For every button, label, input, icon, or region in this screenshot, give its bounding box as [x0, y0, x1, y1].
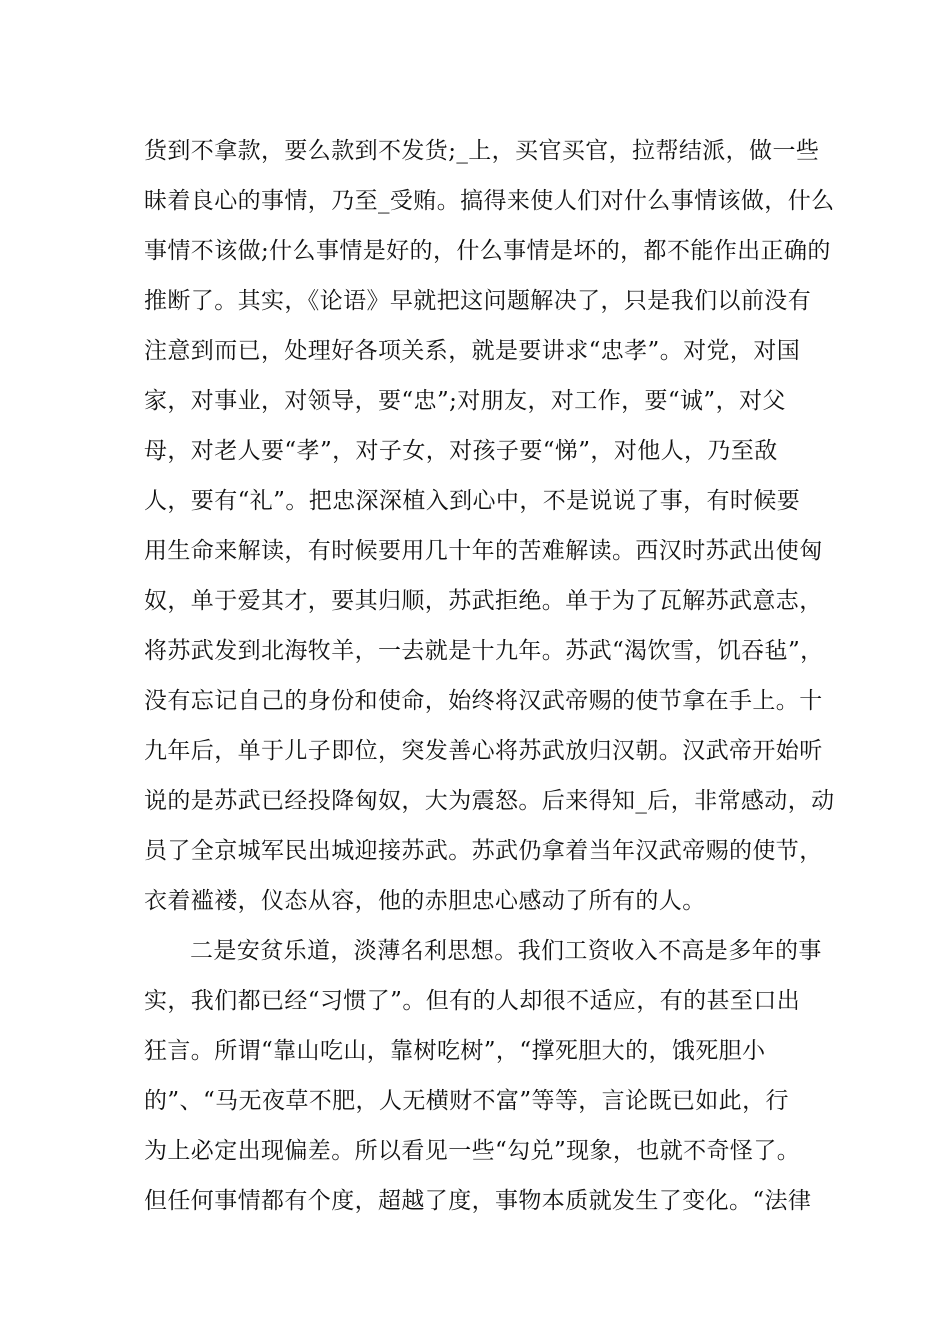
text-line: 奴，单于爱其才，要其归顺，苏武拒绝。单于为了瓦解苏武意志，: [144, 588, 823, 614]
text-line: 说的是苏武已经投降匈奴，大为震怒。后来得知_后，非常感动，动: [144, 788, 835, 814]
text-line: 员了全京城军民出城迎接苏武。苏武仍拿着当年汉武帝赐的使节，: [144, 838, 823, 864]
text-line: 狂言。所谓“靠山吃山，靠树吃树”，“撑死胆大的，饿死胆小: [144, 1038, 766, 1064]
text-line: 昧着良心的事情，乃至_受贿。搞得来使人们对什么事情该做，什么: [144, 188, 835, 214]
text-line: 没有忘记自己的身份和使命，始终将汉武帝赐的使节拿在手上。十: [144, 688, 823, 714]
text-line: 家，对事业，对领导，要“忠”;对朋友，对工作，要“诚”，对父: [144, 388, 786, 414]
paragraph-first-line: 二是安贫乐道，淡薄名利思想。我们工资收入不高是多年的事: [190, 938, 822, 964]
text-line: 人，要有“礼”。把忠深深植入到心中，不是说说了事，有时候要: [144, 488, 801, 514]
text-line: 为上必定出现偏差。所以看见一些“勾兑”现象，也就不奇怪了。: [144, 1138, 801, 1164]
text-line: 用生命来解读，有时候要用几十年的苦难解读。西汉时苏武出使匈: [144, 538, 823, 564]
text-line: 母，对老人要“孝”，对子女，对孩子要“悌”，对他人，乃至敌: [144, 438, 778, 464]
text-line: 的”、“马无夜草不肥，人无横财不富”等等，言论既已如此，行: [144, 1088, 789, 1114]
text-line: 但任何事情都有个度，超越了度，事物本质就发生了变化。“法律: [144, 1188, 812, 1214]
text-line: 衣着褴褛，仪态从容，他的赤胆忠心感动了所有的人。: [144, 888, 706, 914]
text-line: 实，我们都已经“习惯了”。但有的人却很不适应，有的甚至口出: [144, 988, 801, 1014]
text-line: 推断了。其实，《论语》早就把这问题解决了，只是我们以前没有: [144, 288, 812, 314]
text-line: 注意到而已，处理好各项关系，就是要讲求“忠孝”。对党，对国: [144, 338, 801, 364]
text-line: 将苏武发到北海牧羊，一去就是十九年。苏武“渴饮雪，饥吞毡”，: [144, 638, 824, 664]
text-line: 事情不该做;什么事情是好的，什么事情是坏的，都不能作出正确的: [144, 238, 831, 264]
text-line: 货到不拿款，要么款到不发货;_上，买官买官，拉帮结派，做一些: [144, 138, 820, 164]
text-line: 九年后，单于儿子即位，突发善心将苏武放归汉朝。汉武帝开始听: [144, 738, 823, 764]
